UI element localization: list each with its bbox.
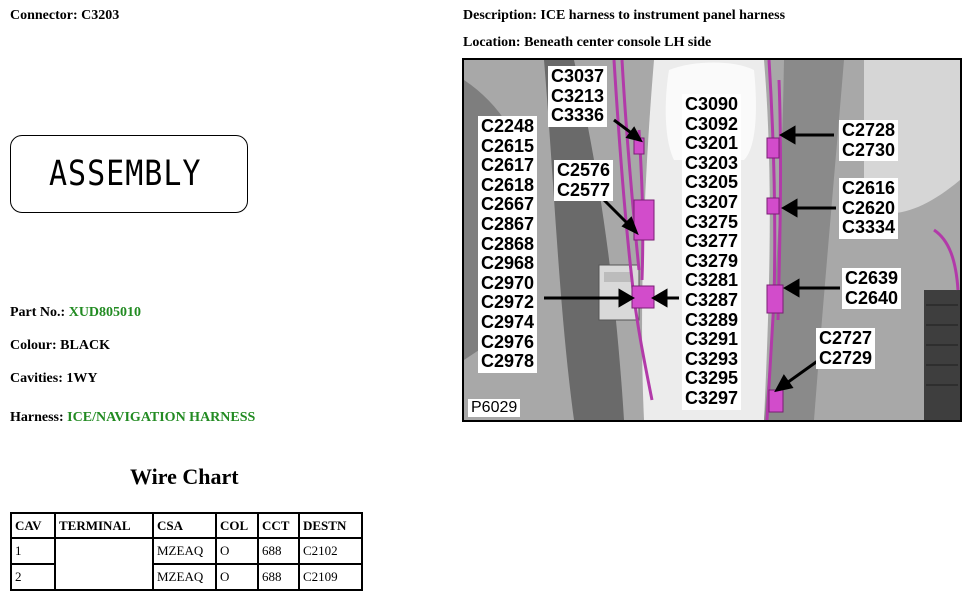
callout-label: C2976 <box>481 331 535 352</box>
cell-csa: MZEAQ <box>153 538 216 564</box>
callout-label: C3037 <box>551 66 605 86</box>
callout-label: C2617 <box>481 155 535 176</box>
description-label: Description: <box>463 8 537 23</box>
callout-label: C3287 <box>685 289 739 310</box>
description-line <box>463 8 785 24</box>
header-col: COL <box>216 513 258 538</box>
callout-label: C3334 <box>842 217 896 238</box>
callout-label: C2616 <box>842 178 896 198</box>
callout-label: C3289 <box>685 309 739 330</box>
connector-label: Connector: <box>10 8 78 23</box>
callout-label: C3275 <box>685 211 739 232</box>
callout-label: C2727 <box>819 328 873 348</box>
figure-label: P6029 <box>468 399 520 417</box>
assembly-text: ASSEMBLY <box>49 154 202 195</box>
harness-label: Harness: <box>10 410 64 425</box>
callout-label: C2978 <box>481 351 535 372</box>
cavities-line <box>10 371 98 387</box>
cell-col: O <box>216 564 258 590</box>
header-csa: CSA <box>153 513 216 538</box>
cavities-value: 1WY <box>66 371 98 386</box>
callout-right-1 <box>839 120 898 161</box>
callout-right-3 <box>842 268 901 309</box>
location-value: Beneath center console LH side <box>524 35 712 50</box>
location-figure <box>462 58 962 422</box>
connector-value: C3203 <box>81 8 120 23</box>
cell-cct: 688 <box>258 538 299 564</box>
header-cct: CCT <box>258 513 299 538</box>
callout-label: C3291 <box>685 329 739 350</box>
callout-label: C2970 <box>481 272 535 293</box>
table-row <box>11 538 362 564</box>
callout-label: C2728 <box>842 120 896 140</box>
callout-label: C3201 <box>685 133 739 154</box>
connector-line <box>10 8 119 24</box>
header-terminal: TERMINAL <box>55 513 153 538</box>
wire-chart-header-row <box>11 513 362 538</box>
callout-label: C2868 <box>481 233 535 254</box>
part-number-link[interactable]: XUD805010 <box>68 305 142 320</box>
callout-label: C3281 <box>685 270 739 291</box>
callout-label: C3090 <box>685 94 739 114</box>
cell-terminal <box>55 538 153 590</box>
callout-top-left <box>548 66 607 127</box>
callout-right-2 <box>839 178 898 239</box>
callout-label: C2968 <box>481 253 535 274</box>
harness-link[interactable]: ICE/NAVIGATION HARNESS <box>67 410 256 425</box>
callout-label: C3279 <box>685 250 739 271</box>
callout-label: C2972 <box>481 292 535 313</box>
cavities-label: Cavities: <box>10 371 63 386</box>
callout-label: C2576 <box>557 160 611 180</box>
callout-label: C3293 <box>685 348 739 369</box>
callout-right-4 <box>816 328 875 369</box>
callout-label: C3205 <box>685 172 739 193</box>
cell-col: O <box>216 538 258 564</box>
callout-label: C2729 <box>819 347 873 368</box>
colour-label: Colour: <box>10 338 57 353</box>
cell-destn: C2109 <box>299 564 362 590</box>
assembly-image <box>10 135 248 213</box>
header-destn: DESTN <box>299 513 362 538</box>
wire-chart-table <box>10 512 363 591</box>
callout-label: C2867 <box>481 213 535 234</box>
cell-csa: MZEAQ <box>153 564 216 590</box>
harness-line <box>10 410 255 426</box>
cell-cct: 688 <box>258 564 299 590</box>
callout-label: C2974 <box>481 311 535 332</box>
callout-label: C3213 <box>551 85 605 106</box>
callout-label: C3092 <box>685 113 739 134</box>
location-line <box>463 35 711 51</box>
part-number-line <box>10 305 141 321</box>
callout-label: C2640 <box>845 287 899 308</box>
part-number-label: Part No.: <box>10 305 66 320</box>
callout-label: C2577 <box>557 179 611 200</box>
callout-label: C2618 <box>481 174 535 195</box>
callout-label: C3203 <box>685 152 739 173</box>
callout-label: C2615 <box>481 135 535 156</box>
callout-label: C2667 <box>481 194 535 215</box>
cell-destn: C2102 <box>299 538 362 564</box>
description-value: ICE harness to instrument panel harness <box>540 8 786 23</box>
location-label: Location: <box>463 35 521 50</box>
wire-chart-title: Wire Chart <box>130 464 239 489</box>
callout-label: C3295 <box>685 368 739 389</box>
header-cav: CAV <box>11 513 55 538</box>
callout-label: C3277 <box>685 231 739 252</box>
callout-center-column <box>682 94 741 410</box>
callout-label: C2620 <box>842 197 896 218</box>
colour-line <box>10 338 110 354</box>
callout-label: C3297 <box>685 387 739 408</box>
cell-cav: 1 <box>11 538 55 564</box>
callout-mid-left <box>554 160 613 201</box>
callout-left-column <box>478 116 537 373</box>
callout-label: C3336 <box>551 105 605 126</box>
callout-label: C2248 <box>481 116 535 136</box>
colour-value: BLACK <box>60 338 110 353</box>
callout-label: C2639 <box>845 268 899 288</box>
callout-label: C3207 <box>685 191 739 212</box>
cell-cav: 2 <box>11 564 55 590</box>
callout-label: C2730 <box>842 139 896 160</box>
